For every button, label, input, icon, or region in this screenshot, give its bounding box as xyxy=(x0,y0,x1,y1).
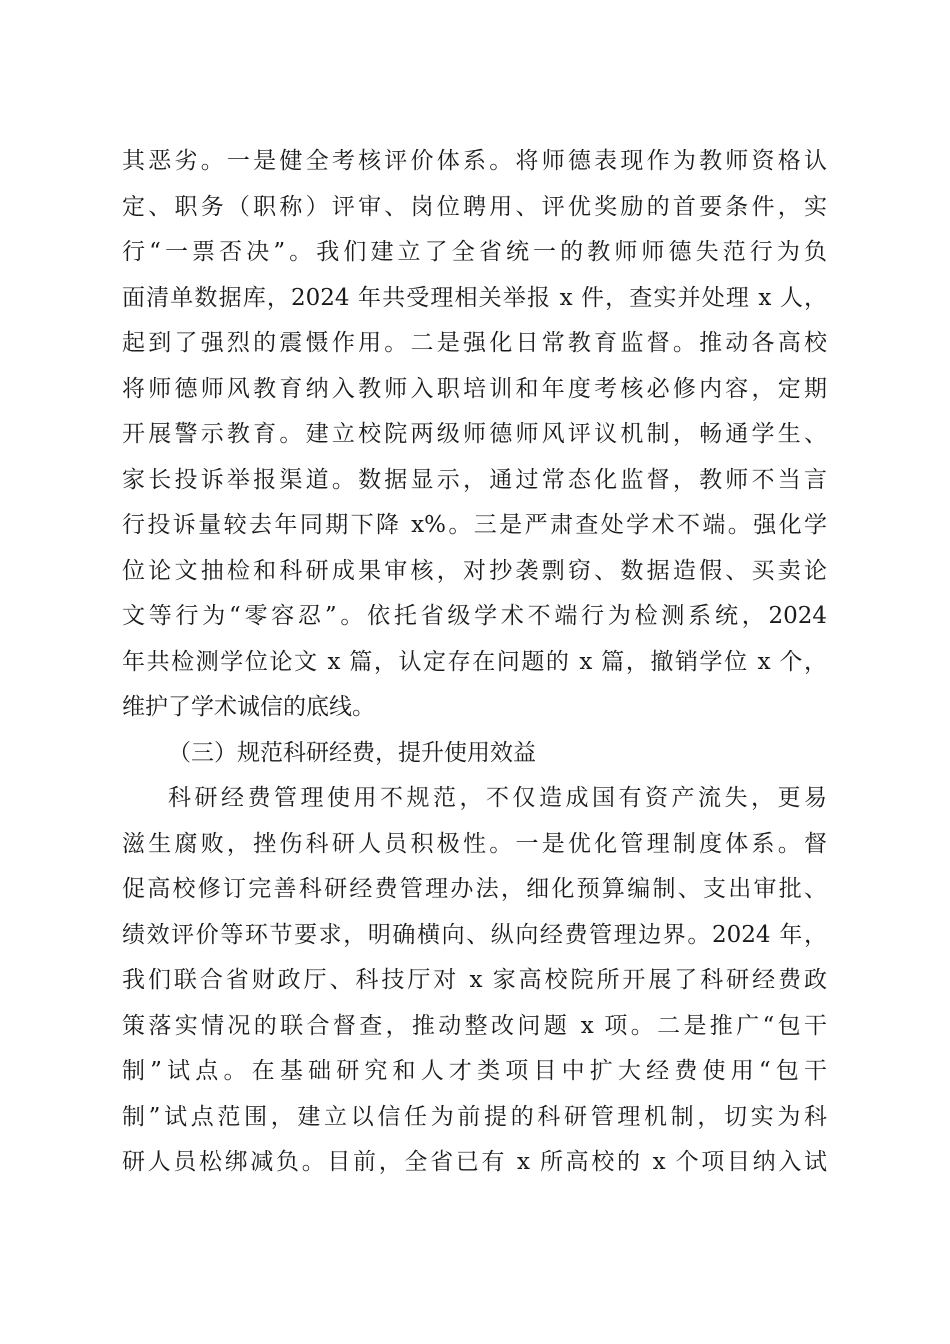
text-line: 制”试点。在基础研究和人才类项目中扩大经费使用“包干 xyxy=(122,1058,827,1084)
text-line: 策落实情况的联合督查，推动整改问题 x 项。二是推广“包干 xyxy=(122,1012,827,1039)
text-line: 科研经费管理使用不规范，不仅造成国有资产流失，更易 xyxy=(168,785,827,811)
text-line: 家长投诉举报渠道。数据显示，通过常态化监督，教师不当言 xyxy=(122,466,827,493)
paragraph-teacher-ethics xyxy=(122,139,827,731)
text-line: 滋生腐败，挫伤科研人员积极性。一是优化管理制度体系。督 xyxy=(122,830,827,857)
text-line: 促高校修订完善科研经费管理办法，细化预算编制、支出审批、 xyxy=(122,876,827,902)
text-line: 绩效评价等环节要求，明确横向、纵向经费管理边界。2024 年， xyxy=(122,921,827,948)
text-line: 制”试点范围，建立以信任为前提的科研管理机制，切实为科 xyxy=(122,1103,827,1130)
text-line: 面清单数据库，2024 年共受理相关举报 x 件，查实并处理 x 人， xyxy=(122,284,827,311)
section-heading: （三）规范科研经费，提升使用效益 xyxy=(168,739,536,766)
text-line: 定、职务（职称）评审、岗位聘用、评优奖励的首要条件，实 xyxy=(122,193,827,220)
document-body xyxy=(122,139,827,1186)
text-line: 开展警示教育。建立校院两级师德师风评议机制，畅通学生、 xyxy=(122,421,827,447)
text-line: 行投诉量较去年同期下降 x%。三是严肃查处学术不端。强化学 xyxy=(122,512,827,538)
text-line: 其恶劣。一是健全考核评价体系。将师德表现作为教师资格认 xyxy=(122,148,827,174)
text-line: 年共检测学位论文 x 篇，认定存在问题的 x 篇，撤销学位 x 个， xyxy=(122,648,827,675)
text-line: 行“一票否决”。我们建立了全省统一的教师师德失范行为负 xyxy=(122,239,827,265)
paragraph-research-funds xyxy=(122,776,827,1186)
text-line: 位论文抽检和科研成果审核，对抄袭剽窃、数据造假、买卖论 xyxy=(122,557,827,584)
text-line: 研人员松绑减负。目前，全省已有 x 所高校的 x 个项目纳入试 xyxy=(122,1149,827,1175)
text-line: 将师德师风教育纳入教师入职培训和年度考核必修内容，定期 xyxy=(122,375,827,402)
text-line: 我们联合省财政厅、科技厅对 x 家高校院所开展了科研经费政 xyxy=(122,967,827,993)
text-line: 文等行为“零容忍”。依托省级学术不端行为检测系统，2024 xyxy=(122,603,827,629)
text-line: 起到了强烈的震慑作用。二是强化日常教育监督。推动各高校 xyxy=(122,330,827,356)
text-line: 维护了学术诚信的底线。 xyxy=(122,694,375,720)
